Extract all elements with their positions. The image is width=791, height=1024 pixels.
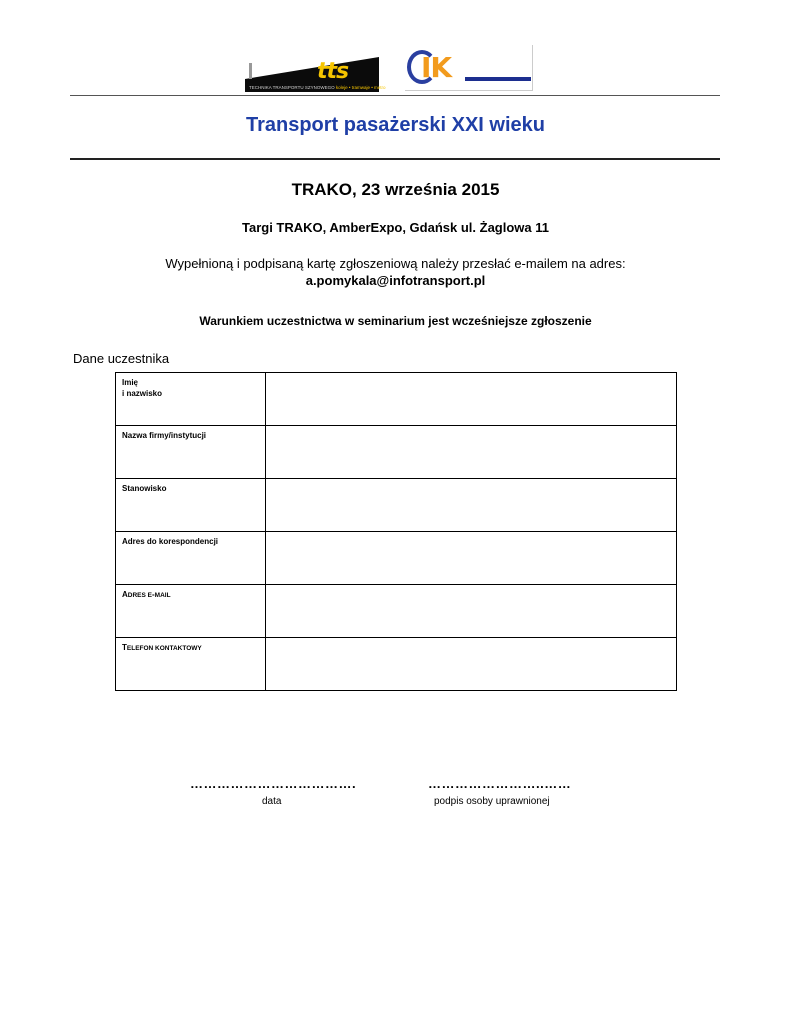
form-row-position [116,479,677,532]
tts-tagline-prefix: TECHNIKA TRANSPORTU SZYNOWEGO [249,85,335,90]
tts-tagline [249,85,386,90]
field-label-phone [116,638,266,691]
field-label-company: Nazwa firmy/instytucji [116,426,266,479]
field-label-address: Adres do korespondencji [116,532,266,585]
field-label-name-line2: i nazwisko [122,389,163,398]
form-row-company [116,426,677,479]
position-field[interactable] [266,479,677,532]
tts-logo [245,57,386,92]
field-label-position: Stanowisko [116,479,266,532]
form-section-label: Dane uczestnika [73,351,170,366]
email-field[interactable] [266,585,677,638]
tts-wordmark: tts [317,59,349,84]
field-label-email-sep: - [151,590,155,599]
field-label-name [116,373,266,426]
signature-caption: podpis osoby uprawnionej [434,796,550,807]
tts-logo-mark [249,63,252,79]
ik-logo-bar [465,77,531,81]
field-label-email-rest2: MAIL [154,592,171,599]
address-field[interactable] [266,532,677,585]
date-caption: data [262,796,282,807]
form-row-address [116,532,677,585]
company-field[interactable] [266,426,677,479]
authorized-signature-line[interactable]: ……………………..…… [428,776,572,791]
field-label-name-line1: Imię [122,378,139,387]
tts-logo-wedge [245,57,379,79]
event-title: TRAKO, 23 września 2015 [291,180,500,199]
date-signature-line[interactable]: ………………………………. [190,776,357,791]
ik-logo [405,45,534,92]
form-row-phone [116,638,677,691]
participation-condition: Warunkiem uczestnictwa w seminarium jest wcześniejsze zgłoszenie [199,314,592,328]
tts-tagline-highlight: koleje • tramwaje • metro [335,85,386,90]
ik-wordmark: IK [421,51,452,84]
name-field[interactable] [266,373,677,426]
contact-email[interactable]: a.pomykala@infotransport.pl [305,273,486,288]
participant-form [115,372,677,691]
form-row-name [116,373,677,426]
title-divider [70,158,720,160]
field-label-email-cap: A [122,590,128,599]
phone-field[interactable] [266,638,677,691]
field-label-phone-rest: ELEFON KONTAKTOWY [126,645,202,652]
header-divider [70,95,720,96]
field-label-email [116,585,266,638]
venue-text: Targi TRAKO, AmberExpo, Gdańsk ul. Żaglowa 11 [241,220,549,235]
page-title: Transport pasażerski XXI wieku [245,114,545,136]
field-label-phone-cap: T [122,643,127,652]
instruction-text: Wypełnioną i podpisaną kartę zgłoszeniową należy przesłać e-mailem na adres: [165,256,626,271]
form-row-email [116,585,677,638]
field-label-email-rest: DRES E [127,592,152,599]
